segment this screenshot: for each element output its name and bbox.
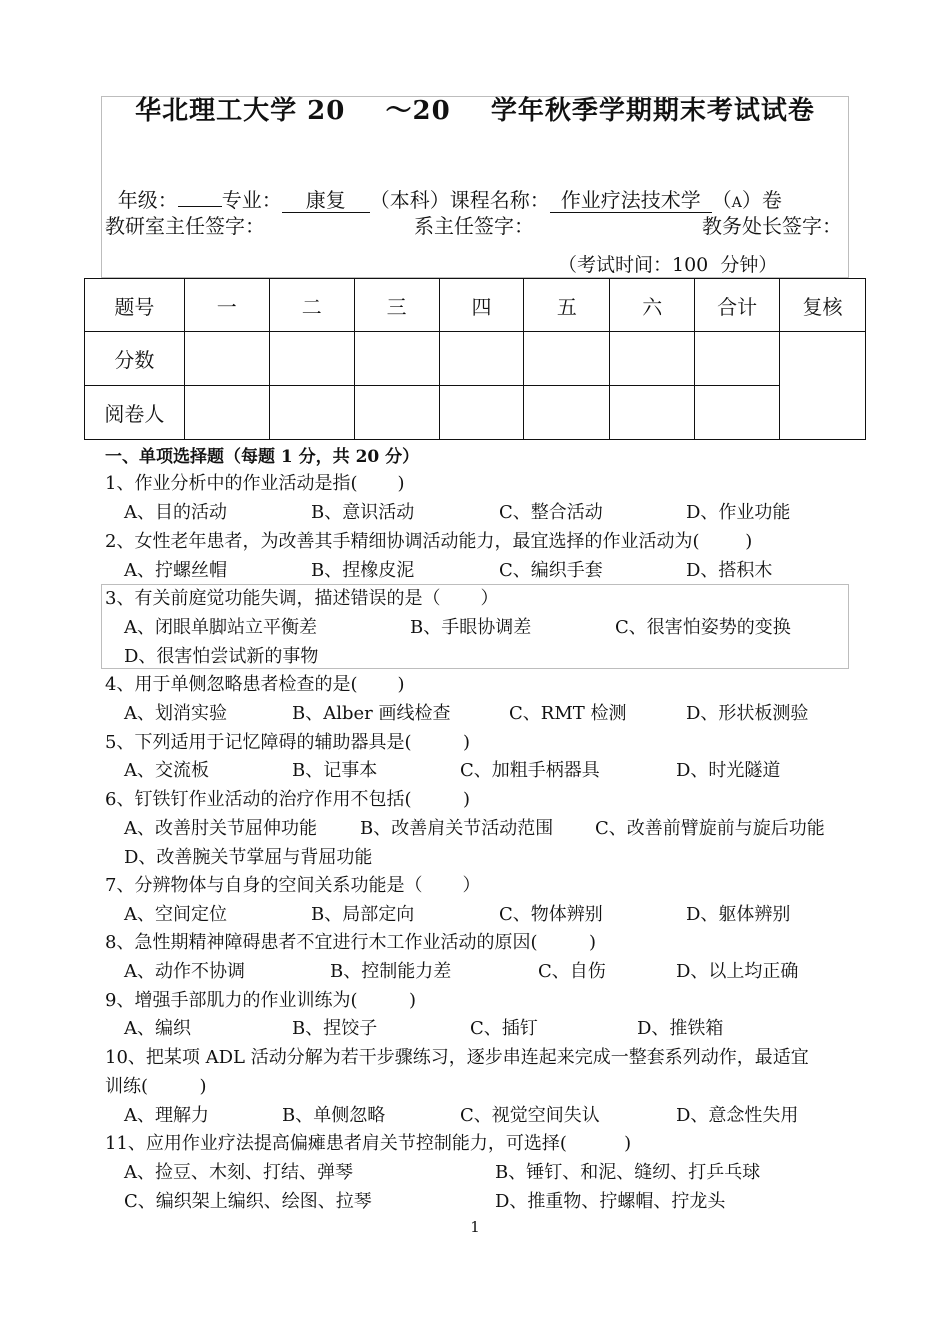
page-number: 1 (470, 1218, 480, 1236)
section-title: 一、单项选择题（每题 1 分，共 20 分） (105, 447, 420, 467)
row-label-score: 分数 (85, 332, 185, 386)
row-label-grader: 阅卷人 (85, 386, 185, 440)
question-stem-continued: 训练( ) (105, 1076, 207, 1097)
option: A、闭眼单脚站立平衡差 (124, 617, 317, 638)
exam-time: （考试时间：100 分钟） (558, 254, 778, 276)
question-stem: 4、用于单侧忽略患者检查的是( ) (105, 674, 405, 695)
header-cell-5: 五 (524, 279, 610, 332)
option: A、编织 (124, 1018, 191, 1039)
question-stem: 10、把某项 ADL 活动分解为若干步骤练习，逐步串连起来完成一整套系列动作，最适宜 (105, 1047, 809, 1068)
grade-blank[interactable] (178, 206, 222, 207)
option: B、锤钉、和泥、缝纫、打乒乓球 (495, 1162, 761, 1183)
option: B、控制能力差 (330, 961, 452, 982)
question-stem: 2、女性老年患者，为改善其手精细协调活动能力，最宜选择的作业活动为( ) (105, 531, 753, 552)
option: A、拧螺丝帽 (124, 560, 227, 581)
option: A、捡豆、木刻、打结、弹琴 (124, 1162, 353, 1183)
option: B、单侧忽略 (282, 1105, 386, 1126)
option: D、推重物、拧螺帽、拧龙头 (495, 1191, 726, 1212)
option: C、自伤 (538, 961, 606, 982)
option: A、空间定位 (124, 904, 227, 925)
option: C、改善前臂旋前与旋后功能 (595, 818, 825, 839)
score-cell[interactable] (269, 332, 354, 386)
option: C、编织手套 (499, 560, 603, 581)
sign-academic-affairs: 教务处长签字： (702, 214, 842, 238)
grade-label: 年级： (117, 188, 178, 212)
grader-cell[interactable] (610, 386, 695, 440)
option: C、视觉空间失认 (460, 1105, 600, 1126)
option: D、躯体辨别 (686, 904, 791, 925)
header-cell-total: 合计 (695, 279, 780, 332)
option: D、搭积木 (686, 560, 773, 581)
major-value: 康复 (282, 188, 370, 213)
option: A、划消实验 (124, 703, 227, 724)
question-stem: 6、钉铁钉作业活动的治疗作用不包括( ) (105, 789, 470, 810)
option: C、物体辨别 (499, 904, 603, 925)
option: D、以上均正确 (676, 961, 799, 982)
header-cell-review: 复核 (780, 279, 866, 332)
question-stem: 8、急性期精神障碍患者不宜进行木工作业活动的原因( ) (105, 932, 596, 953)
question-stem: 3、有关前庭觉功能失调，描述错误的是（ ） (105, 588, 499, 609)
grader-cell[interactable] (439, 386, 524, 440)
level-label: （本科） (369, 188, 450, 212)
option: C、整合活动 (499, 502, 603, 523)
option: C、插钉 (470, 1018, 538, 1039)
question-stem: 11、应用作业疗法提高偏瘫患者肩关节控制能力，可选择( ) (105, 1133, 632, 1154)
option: B、记事本 (292, 760, 378, 781)
option: A、目的活动 (124, 502, 227, 523)
grader-cell[interactable] (184, 386, 269, 440)
option: D、作业功能 (686, 502, 791, 523)
question-stem: 9、增强手部肌力的作业训练为( ) (105, 990, 416, 1011)
grader-cell[interactable] (269, 386, 354, 440)
score-cell[interactable] (439, 332, 524, 386)
score-cell[interactable] (184, 332, 269, 386)
header-cell-1: 一 (184, 279, 269, 332)
option: B、Alber 画线检查 (292, 703, 451, 724)
course-value: 作业疗法技术学 (550, 188, 712, 213)
score-table (84, 278, 866, 440)
grader-cell-total[interactable] (695, 386, 780, 440)
option: D、意念性失用 (676, 1105, 799, 1126)
info-line (105, 160, 782, 213)
grader-cell[interactable] (354, 386, 439, 440)
score-cell[interactable] (610, 332, 695, 386)
option: B、改善肩关节活动范围 (360, 818, 554, 839)
option: D、改善腕关节掌屈与背屈功能 (124, 847, 373, 868)
option: A、动作不协调 (124, 961, 245, 982)
major-label: 专业： (221, 188, 282, 212)
header-cell-number: 题号 (85, 279, 185, 332)
paper-mark-close: ）卷 (741, 188, 782, 212)
question-stem: 1、作业分析中的作业活动是指( ) (105, 473, 405, 494)
option: C、加粗手柄器具 (460, 760, 600, 781)
option: B、捏饺子 (292, 1018, 378, 1039)
option: D、时光隧道 (676, 760, 781, 781)
sign-department-head: 系主任签字： (414, 214, 534, 238)
option: A、理解力 (124, 1105, 209, 1126)
score-cell-total[interactable] (695, 332, 780, 386)
question-stem: 5、下列适用于记忆障碍的辅助器具是( ) (105, 732, 470, 753)
option: D、形状板测验 (686, 703, 809, 724)
option: C、编织架上编织、绘图、拉琴 (124, 1191, 372, 1212)
option: B、捏橡皮泥 (311, 560, 415, 581)
header-cell-6: 六 (610, 279, 695, 332)
option: C、RMT 检测 (509, 703, 627, 724)
header-cell-2: 二 (269, 279, 354, 332)
score-cell[interactable] (524, 332, 610, 386)
option: B、局部定向 (311, 904, 415, 925)
exam-title: 华北理工大学 20 ～20 学年秋季学期期末考试试卷 (135, 96, 815, 126)
sign-teaching-office: 教研室主任签字： (105, 214, 265, 238)
option: A、改善肘关节屈伸功能 (124, 818, 317, 839)
review-cell[interactable] (780, 332, 866, 440)
option: C、很害怕姿势的变换 (615, 617, 791, 638)
course-label: 课程名称： (449, 188, 550, 212)
option: A、交流板 (124, 760, 209, 781)
option: D、推铁箱 (637, 1018, 724, 1039)
paper-mark: A (731, 195, 742, 211)
option: B、意识活动 (311, 502, 415, 523)
header-cell-3: 三 (354, 279, 439, 332)
grader-cell[interactable] (524, 386, 610, 440)
paper-mark-open: （ (711, 188, 732, 212)
option: B、手眼协调差 (410, 617, 532, 638)
score-cell[interactable] (354, 332, 439, 386)
option: D、很害怕尝试新的事物 (124, 646, 319, 667)
question-stem: 7、分辨物体与自身的空间关系功能是（ ） (105, 875, 481, 896)
header-cell-4: 四 (439, 279, 524, 332)
